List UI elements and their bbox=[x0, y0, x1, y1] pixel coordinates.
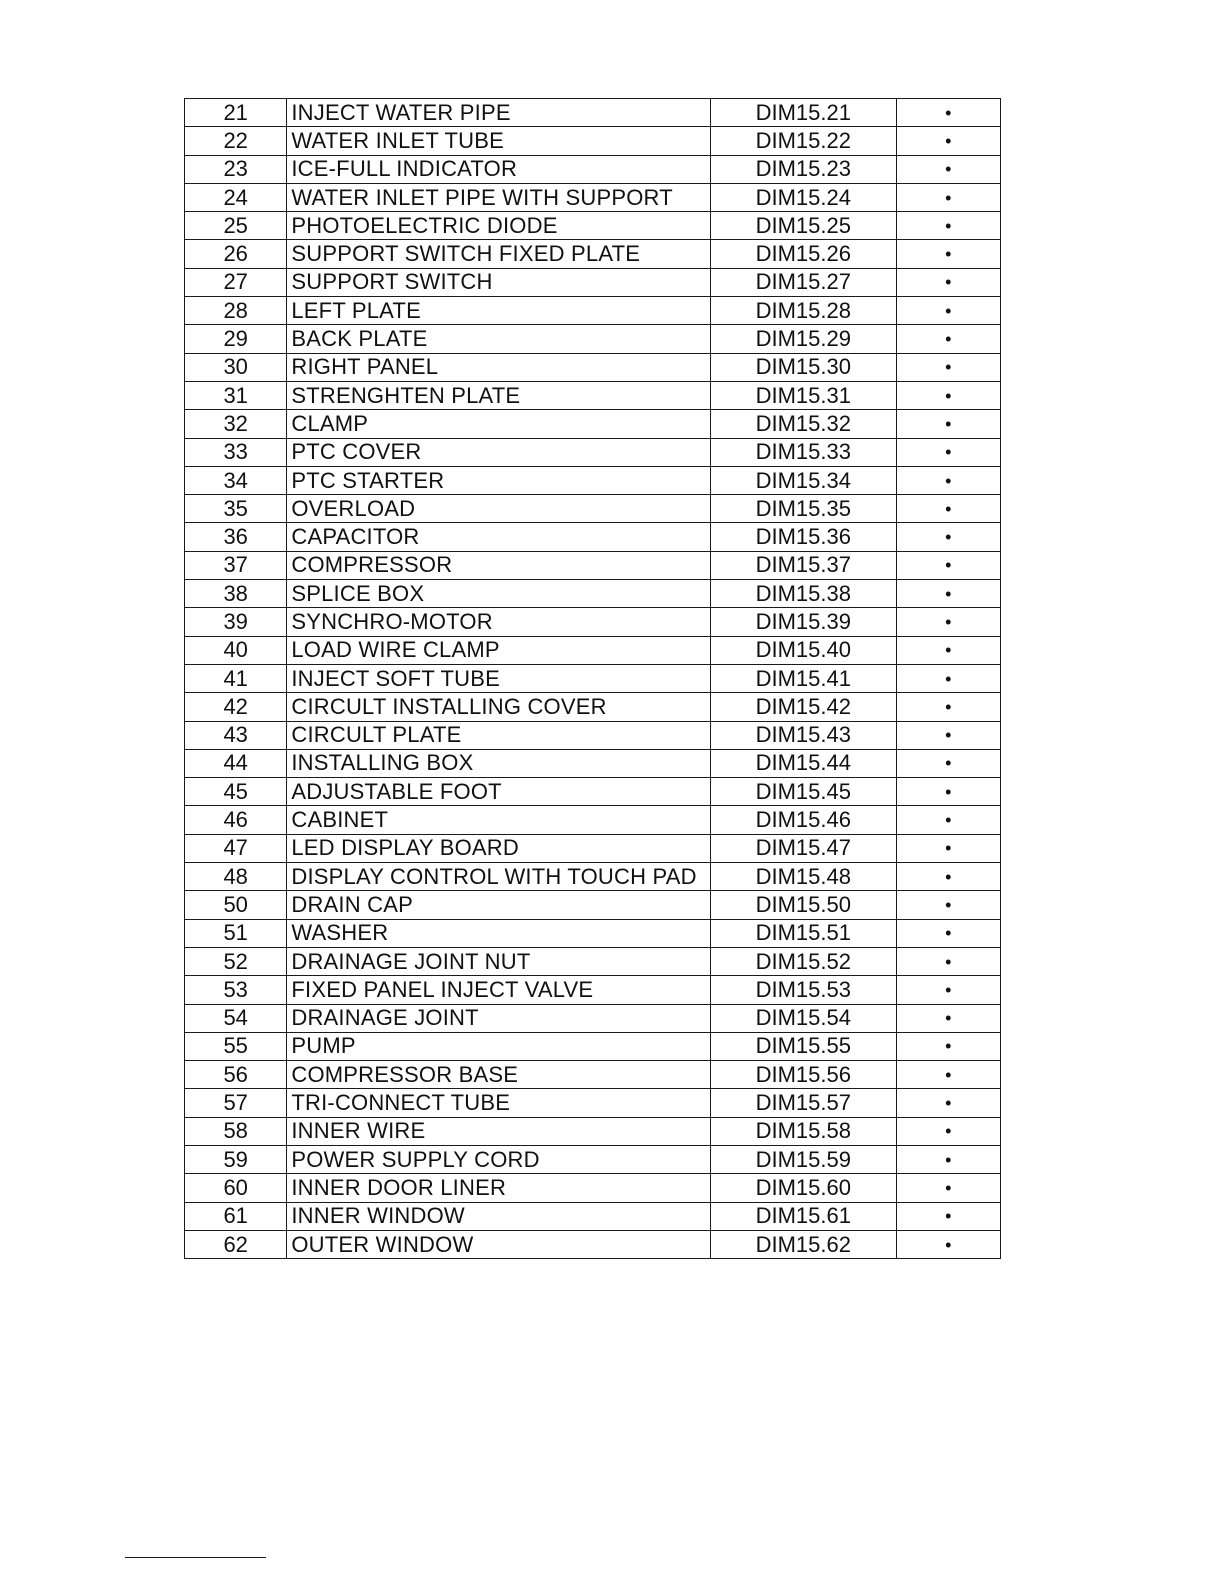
part-number: DIM15.26 bbox=[710, 240, 896, 268]
part-number: DIM15.52 bbox=[710, 947, 896, 975]
table-row bbox=[185, 919, 1001, 947]
item-description: CIRCULT INSTALLING COVER bbox=[287, 693, 711, 721]
bullet-mark: • bbox=[896, 1174, 1000, 1202]
item-description: WATER INLET TUBE bbox=[287, 127, 711, 155]
item-description: POWER SUPPLY CORD bbox=[287, 1145, 711, 1173]
item-description: INNER DOOR LINER bbox=[287, 1174, 711, 1202]
part-number: DIM15.31 bbox=[710, 381, 896, 409]
table-row bbox=[185, 721, 1001, 749]
part-number: DIM15.51 bbox=[710, 919, 896, 947]
table-row bbox=[185, 1004, 1001, 1032]
bullet-mark: • bbox=[896, 1230, 1000, 1258]
part-number: DIM15.21 bbox=[710, 99, 896, 127]
table-row bbox=[185, 1117, 1001, 1145]
item-number: 27 bbox=[185, 268, 287, 296]
bullet-mark: • bbox=[896, 1032, 1000, 1060]
item-number: 53 bbox=[185, 976, 287, 1004]
item-number: 51 bbox=[185, 919, 287, 947]
item-number: 47 bbox=[185, 834, 287, 862]
part-number: DIM15.53 bbox=[710, 976, 896, 1004]
item-description: INJECT SOFT TUBE bbox=[287, 664, 711, 692]
item-number: 28 bbox=[185, 297, 287, 325]
bullet-mark: • bbox=[896, 127, 1000, 155]
item-number: 42 bbox=[185, 693, 287, 721]
item-description: SUPPORT SWITCH FIXED PLATE bbox=[287, 240, 711, 268]
item-number: 21 bbox=[185, 99, 287, 127]
bullet-mark: • bbox=[896, 353, 1000, 381]
table-row bbox=[185, 297, 1001, 325]
table-row bbox=[185, 466, 1001, 494]
item-description: BACK PLATE bbox=[287, 325, 711, 353]
item-description: COMPRESSOR BASE bbox=[287, 1061, 711, 1089]
bullet-mark: • bbox=[896, 636, 1000, 664]
item-number: 48 bbox=[185, 863, 287, 891]
item-number: 22 bbox=[185, 127, 287, 155]
item-description: CABINET bbox=[287, 806, 711, 834]
table-row bbox=[185, 749, 1001, 777]
bullet-mark: • bbox=[896, 919, 1000, 947]
table-row bbox=[185, 438, 1001, 466]
table-row bbox=[185, 127, 1001, 155]
part-number: DIM15.55 bbox=[710, 1032, 896, 1060]
bullet-mark: • bbox=[896, 438, 1000, 466]
bullet-mark: • bbox=[896, 1061, 1000, 1089]
item-number: 62 bbox=[185, 1230, 287, 1258]
bullet-mark: • bbox=[896, 1089, 1000, 1117]
table-row bbox=[185, 1061, 1001, 1089]
item-number: 37 bbox=[185, 551, 287, 579]
footnote-separator bbox=[125, 1557, 266, 1558]
item-description: LEFT PLATE bbox=[287, 297, 711, 325]
item-number: 50 bbox=[185, 891, 287, 919]
item-description: ADJUSTABLE FOOT bbox=[287, 778, 711, 806]
item-description: SPLICE BOX bbox=[287, 580, 711, 608]
bullet-mark: • bbox=[896, 580, 1000, 608]
table-row bbox=[185, 664, 1001, 692]
item-number: 39 bbox=[185, 608, 287, 636]
part-number: DIM15.23 bbox=[710, 155, 896, 183]
table-row bbox=[185, 608, 1001, 636]
part-number: DIM15.30 bbox=[710, 353, 896, 381]
bullet-mark: • bbox=[896, 99, 1000, 127]
item-description: LED DISPLAY BOARD bbox=[287, 834, 711, 862]
table-row bbox=[185, 693, 1001, 721]
item-description: PUMP bbox=[287, 1032, 711, 1060]
part-number: DIM15.38 bbox=[710, 580, 896, 608]
part-number: DIM15.58 bbox=[710, 1117, 896, 1145]
item-description: INSTALLING BOX bbox=[287, 749, 711, 777]
part-number: DIM15.61 bbox=[710, 1202, 896, 1230]
part-number: DIM15.24 bbox=[710, 183, 896, 211]
bullet-mark: • bbox=[896, 325, 1000, 353]
item-number: 43 bbox=[185, 721, 287, 749]
item-description: PTC STARTER bbox=[287, 466, 711, 494]
bullet-mark: • bbox=[896, 863, 1000, 891]
item-description: SUPPORT SWITCH bbox=[287, 268, 711, 296]
bullet-mark: • bbox=[896, 806, 1000, 834]
item-number: 31 bbox=[185, 381, 287, 409]
parts-table bbox=[184, 98, 1001, 1259]
bullet-mark: • bbox=[896, 721, 1000, 749]
item-description: PTC COVER bbox=[287, 438, 711, 466]
item-description: DRAINAGE JOINT bbox=[287, 1004, 711, 1032]
part-number: DIM15.41 bbox=[710, 664, 896, 692]
item-description: ICE-FULL INDICATOR bbox=[287, 155, 711, 183]
part-number: DIM15.60 bbox=[710, 1174, 896, 1202]
part-number: DIM15.43 bbox=[710, 721, 896, 749]
part-number: DIM15.54 bbox=[710, 1004, 896, 1032]
part-number: DIM15.39 bbox=[710, 608, 896, 636]
part-number: DIM15.57 bbox=[710, 1089, 896, 1117]
bullet-mark: • bbox=[896, 183, 1000, 211]
table-row bbox=[185, 268, 1001, 296]
table-row bbox=[185, 183, 1001, 211]
part-number: DIM15.36 bbox=[710, 523, 896, 551]
bullet-mark: • bbox=[896, 410, 1000, 438]
part-number: DIM15.46 bbox=[710, 806, 896, 834]
table-row bbox=[185, 1145, 1001, 1173]
table-row bbox=[185, 863, 1001, 891]
item-number: 52 bbox=[185, 947, 287, 975]
table-row bbox=[185, 410, 1001, 438]
part-number: DIM15.29 bbox=[710, 325, 896, 353]
bullet-mark: • bbox=[896, 834, 1000, 862]
part-number: DIM15.22 bbox=[710, 127, 896, 155]
table-row bbox=[185, 523, 1001, 551]
part-number: DIM15.35 bbox=[710, 495, 896, 523]
item-description: COMPRESSOR bbox=[287, 551, 711, 579]
bullet-mark: • bbox=[896, 891, 1000, 919]
table-row bbox=[185, 99, 1001, 127]
item-number: 26 bbox=[185, 240, 287, 268]
parts-table-body bbox=[185, 99, 1001, 1259]
item-number: 54 bbox=[185, 1004, 287, 1032]
table-row bbox=[185, 353, 1001, 381]
item-number: 60 bbox=[185, 1174, 287, 1202]
item-description: OVERLOAD bbox=[287, 495, 711, 523]
table-row bbox=[185, 381, 1001, 409]
item-number: 59 bbox=[185, 1145, 287, 1173]
table-row bbox=[185, 1202, 1001, 1230]
bullet-mark: • bbox=[896, 749, 1000, 777]
table-row bbox=[185, 580, 1001, 608]
bullet-mark: • bbox=[896, 1117, 1000, 1145]
bullet-mark: • bbox=[896, 466, 1000, 494]
item-description: INJECT WATER PIPE bbox=[287, 99, 711, 127]
table-row bbox=[185, 834, 1001, 862]
part-number: DIM15.45 bbox=[710, 778, 896, 806]
table-row bbox=[185, 947, 1001, 975]
table-row bbox=[185, 495, 1001, 523]
bullet-mark: • bbox=[896, 1004, 1000, 1032]
item-number: 32 bbox=[185, 410, 287, 438]
table-row bbox=[185, 240, 1001, 268]
item-description: DRAINAGE JOINT NUT bbox=[287, 947, 711, 975]
item-number: 34 bbox=[185, 466, 287, 494]
bullet-mark: • bbox=[896, 1145, 1000, 1173]
item-description: STRENGHTEN PLATE bbox=[287, 381, 711, 409]
part-number: DIM15.59 bbox=[710, 1145, 896, 1173]
item-description: CAPACITOR bbox=[287, 523, 711, 551]
item-description: WATER INLET PIPE WITH SUPPORT bbox=[287, 183, 711, 211]
item-number: 57 bbox=[185, 1089, 287, 1117]
bullet-mark: • bbox=[896, 523, 1000, 551]
part-number: DIM15.32 bbox=[710, 410, 896, 438]
table-row bbox=[185, 778, 1001, 806]
part-number: DIM15.62 bbox=[710, 1230, 896, 1258]
part-number: DIM15.42 bbox=[710, 693, 896, 721]
bullet-mark: • bbox=[896, 268, 1000, 296]
table-row bbox=[185, 1230, 1001, 1258]
bullet-mark: • bbox=[896, 1202, 1000, 1230]
item-description: TRI-CONNECT TUBE bbox=[287, 1089, 711, 1117]
item-number: 46 bbox=[185, 806, 287, 834]
item-description: OUTER WINDOW bbox=[287, 1230, 711, 1258]
bullet-mark: • bbox=[896, 947, 1000, 975]
part-number: DIM15.34 bbox=[710, 466, 896, 494]
item-description: INNER WINDOW bbox=[287, 1202, 711, 1230]
item-number: 41 bbox=[185, 664, 287, 692]
bullet-mark: • bbox=[896, 551, 1000, 579]
item-number: 29 bbox=[185, 325, 287, 353]
part-number: DIM15.48 bbox=[710, 863, 896, 891]
item-description: CIRCULT PLATE bbox=[287, 721, 711, 749]
item-number: 25 bbox=[185, 212, 287, 240]
table-row bbox=[185, 1174, 1001, 1202]
item-description: FIXED PANEL INJECT VALVE bbox=[287, 976, 711, 1004]
part-number: DIM15.50 bbox=[710, 891, 896, 919]
bullet-mark: • bbox=[896, 155, 1000, 183]
part-number: DIM15.56 bbox=[710, 1061, 896, 1089]
table-row bbox=[185, 891, 1001, 919]
item-number: 38 bbox=[185, 580, 287, 608]
bullet-mark: • bbox=[896, 381, 1000, 409]
table-row bbox=[185, 551, 1001, 579]
bullet-mark: • bbox=[896, 778, 1000, 806]
item-number: 61 bbox=[185, 1202, 287, 1230]
item-number: 35 bbox=[185, 495, 287, 523]
item-description: CLAMP bbox=[287, 410, 711, 438]
item-description: INNER WIRE bbox=[287, 1117, 711, 1145]
item-number: 36 bbox=[185, 523, 287, 551]
item-description: RIGHT PANEL bbox=[287, 353, 711, 381]
bullet-mark: • bbox=[896, 495, 1000, 523]
table-row bbox=[185, 1089, 1001, 1117]
part-number: DIM15.47 bbox=[710, 834, 896, 862]
part-number: DIM15.37 bbox=[710, 551, 896, 579]
item-description: DRAIN CAP bbox=[287, 891, 711, 919]
item-description: WASHER bbox=[287, 919, 711, 947]
item-number: 33 bbox=[185, 438, 287, 466]
table-row bbox=[185, 636, 1001, 664]
part-number: DIM15.25 bbox=[710, 212, 896, 240]
item-description: PHOTOELECTRIC DIODE bbox=[287, 212, 711, 240]
item-number: 58 bbox=[185, 1117, 287, 1145]
bullet-mark: • bbox=[896, 240, 1000, 268]
item-number: 45 bbox=[185, 778, 287, 806]
bullet-mark: • bbox=[896, 212, 1000, 240]
bullet-mark: • bbox=[896, 664, 1000, 692]
part-number: DIM15.28 bbox=[710, 297, 896, 325]
bullet-mark: • bbox=[896, 608, 1000, 636]
part-number: DIM15.27 bbox=[710, 268, 896, 296]
item-number: 30 bbox=[185, 353, 287, 381]
part-number: DIM15.33 bbox=[710, 438, 896, 466]
item-number: 55 bbox=[185, 1032, 287, 1060]
bullet-mark: • bbox=[896, 297, 1000, 325]
item-number: 44 bbox=[185, 749, 287, 777]
bullet-mark: • bbox=[896, 693, 1000, 721]
item-number: 24 bbox=[185, 183, 287, 211]
table-row bbox=[185, 806, 1001, 834]
table-row bbox=[185, 976, 1001, 1004]
table-row bbox=[185, 325, 1001, 353]
item-number: 40 bbox=[185, 636, 287, 664]
table-row bbox=[185, 212, 1001, 240]
item-description: DISPLAY CONTROL WITH TOUCH PAD bbox=[287, 863, 711, 891]
item-description: SYNCHRO-MOTOR bbox=[287, 608, 711, 636]
bullet-mark: • bbox=[896, 976, 1000, 1004]
item-description: LOAD WIRE CLAMP bbox=[287, 636, 711, 664]
part-number: DIM15.40 bbox=[710, 636, 896, 664]
table-row bbox=[185, 1032, 1001, 1060]
table-row bbox=[185, 155, 1001, 183]
item-number: 56 bbox=[185, 1061, 287, 1089]
part-number: DIM15.44 bbox=[710, 749, 896, 777]
item-number: 23 bbox=[185, 155, 287, 183]
